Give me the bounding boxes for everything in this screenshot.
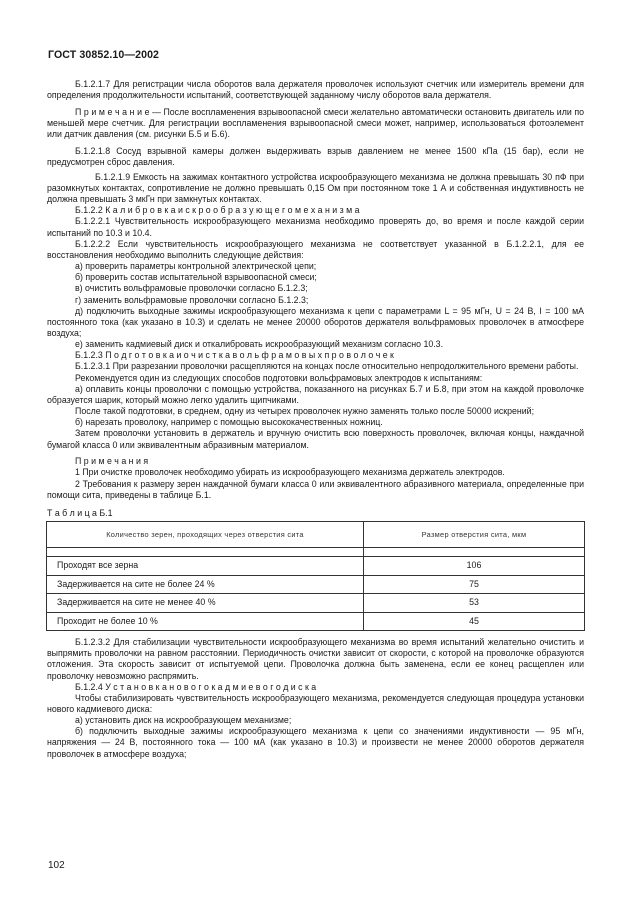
paragraph: Б.1.2.1.8 Сосуд взрывной камеры должен выдерживать взрыв давлением не менее 1500 кПа (15 бар), если не предусмотрен сброс давления. — [47, 145, 584, 168]
table-row — [47, 594, 585, 613]
paragraph: Чтобы стабилизировать чувствительность искрообразующего механизма, рекомендуется следующая процедура установки нового кадмиевого диска: — [47, 692, 584, 714]
table-cell-label: Задерживается на сите не более 24 % — [47, 575, 364, 594]
list-item: а) проверить параметры контрольной электрической цепи; — [75, 261, 317, 272]
paragraph: Б.1.2.1.7 Для регистрации числа оборотов вала держателя проволочек используют счетчик или измеритель времени для определения продолжительности испытаний, соответствующей заданному числу оборотов вала держателя. — [47, 79, 584, 101]
table-cell-value: 75 — [364, 575, 585, 594]
list-item: а) установить диск на искрообразующем механизме; — [75, 715, 292, 726]
section-heading: Б.1.2.4 У с т а н о в к а н о в о г о к а д м и е в о г о д и с к а — [75, 681, 317, 692]
table-spacer-row — [47, 548, 585, 557]
sieve-table — [46, 521, 585, 631]
list-item: б) нарезать проволоку, например с помощью высококачественных ножниц. — [75, 417, 383, 428]
paragraph: Б.1.2.3.1 При разрезании проволочки расщепляются на концах после относительно непродолжительного времени работы. — [75, 361, 579, 372]
table-caption: Т а б л и ц а Б.1 — [47, 507, 113, 518]
table-cell-label: Задерживается на сите не менее 40 % — [47, 594, 364, 613]
paragraph: Б.1.2.2.1 Чувствительность искрообразующего механизма необходимо проверять до, во время и после каждой серии испытаний по 10.3 и 10.4. — [47, 216, 584, 238]
list-item: д) подключить выходные зажимы искрообразующего механизма к цепи с параметрами L = 95 мГн, U = 24 В, I = 100 мА постоянного тока (как указано в 10.3) и сделать не менее 20000 оборотов держателя вольфрамовых проволочек в атмосфере воздуха; — [47, 305, 584, 338]
list-item: г) заменить вольфрамовые проволочки согласно Б.1.2.3; — [75, 294, 309, 305]
table-cell-value: 53 — [364, 594, 585, 613]
table-cell-label: Проходит не более 10 % — [47, 612, 364, 631]
page-number: 102 — [48, 860, 65, 871]
table-cell-value: 106 — [364, 557, 585, 576]
list-item: в) очистить вольфрамовые проволочки согласно Б.1.2.3; — [75, 283, 308, 294]
list-item: а) оплавить концы проволочки с помощью устройства, показанного на рисунках Б.7 и Б.8, при этом на каждой проволочке образуется шарик, который можно легко удалить щипчиками. — [47, 383, 584, 405]
paragraph: После такой подготовки, в среднем, одну из четырех проволочек нужно заменять только после 50000 искрений; — [75, 406, 535, 417]
table-row — [47, 575, 585, 594]
table-header-row — [47, 522, 585, 548]
table-cell-label: Проходят все зерна — [47, 557, 364, 576]
paragraph: Затем проволочки установить в держатель и вручную очистить всю поверхность проволочек, включая концы, наждачной бумагой класса 0 или эквивалентным абразивным материалом. — [47, 428, 584, 450]
note-item: 1 При очистке проволочек необходимо убирать из искрообразующего механизма держатель электродов. — [75, 467, 505, 478]
list-item: е) заменить кадмиевый диск и откалибровать искрообразующий механизм согласно 10.3. — [75, 339, 444, 350]
notes-heading: П р и м е ч а н и я — [75, 456, 149, 467]
table-row — [47, 612, 585, 631]
section-heading: Б.1.2.2 К а л и б р о в к а и с к р о о б р а з у ю щ е г о м е х а н и з м а — [75, 205, 360, 216]
document-header: ГОСТ 30852.10—2002 — [48, 49, 160, 61]
list-item: б) подключить выходные зажимы искрообразующего механизма к цепи со значениями индуктивности — 95 мГн, напряжения — 24 В, постоянного тока — 100 мА (как указано в 10.3) и произвести не менее 20000 оборотов держателя проволочек в атмосфере воздуха; — [47, 726, 584, 759]
note-paragraph: П р и м е ч а н и е — После воспламенения взрывоопасной смеси желательно автоматически остановить двигатель или по меньшей мере счетчик. Для регистрации воспламенения взрывоопасной смеси может, например, использоваться фотоэлемент или датчик давления (см. рисунки Б.5 и Б.6). — [47, 106, 584, 140]
paragraph: Б.1.2.1.9 Емкость на зажимах контактного устройства искрообразующего механизма не должна превышать 30 пФ при разомкнутых контактах, сопротивление не должно превышать 0,15 Ом при постоянном токе 1 А и собственная индуктивность не должна превышать 3 мкГн при замкнутых контактах. — [47, 171, 584, 205]
table-row — [47, 557, 585, 576]
note-item: 2 Требования к размеру зерен наждачной бумаги класса 0 или эквивалентного абразивного материала, определенные при помощи сита, приведены в таблице Б.1. — [47, 478, 584, 500]
table-header-count: Количество зерен, проходящих через отверстия сита — [47, 522, 364, 548]
paragraph: Рекомендуется один из следующих способов подготовки вольфрамовых электродов к испытаниям: — [75, 372, 483, 383]
table-cell-value: 45 — [364, 612, 585, 631]
table-header-size: Размер отверстия сита, мкм — [364, 522, 585, 548]
paragraph: Б.1.2.2.2 Если чувствительность искрообразующего механизма не соответствует указанной в Б.1.2.2.1, для ее восстановления необходимо выполнить следующие действия: — [47, 238, 584, 260]
paragraph: Б.1.2.3.2 Для стабилизации чувствительности искрообразующего механизма во время испытаний желательно очистить и выпрямить проволочки на равном расстоянии. Периодичность очистки зависит от скорости, с которой на проволочке образуются отложения. Эта скорость зависит от испытуемой цепи. Проволочка должна быть заменена, если ее конец расщеплен или проволочку невозможно распрямить. — [47, 637, 584, 681]
section-heading: Б.1.2.3 П о д г о т о в к а и о ч и с т к а в о л ь ф р а м о в ы х п р о в о л о ч е к — [75, 350, 394, 361]
document-body — [47, 79, 584, 760]
list-item: б) проверить состав испытательной взрывоопасной смеси; — [75, 272, 317, 283]
